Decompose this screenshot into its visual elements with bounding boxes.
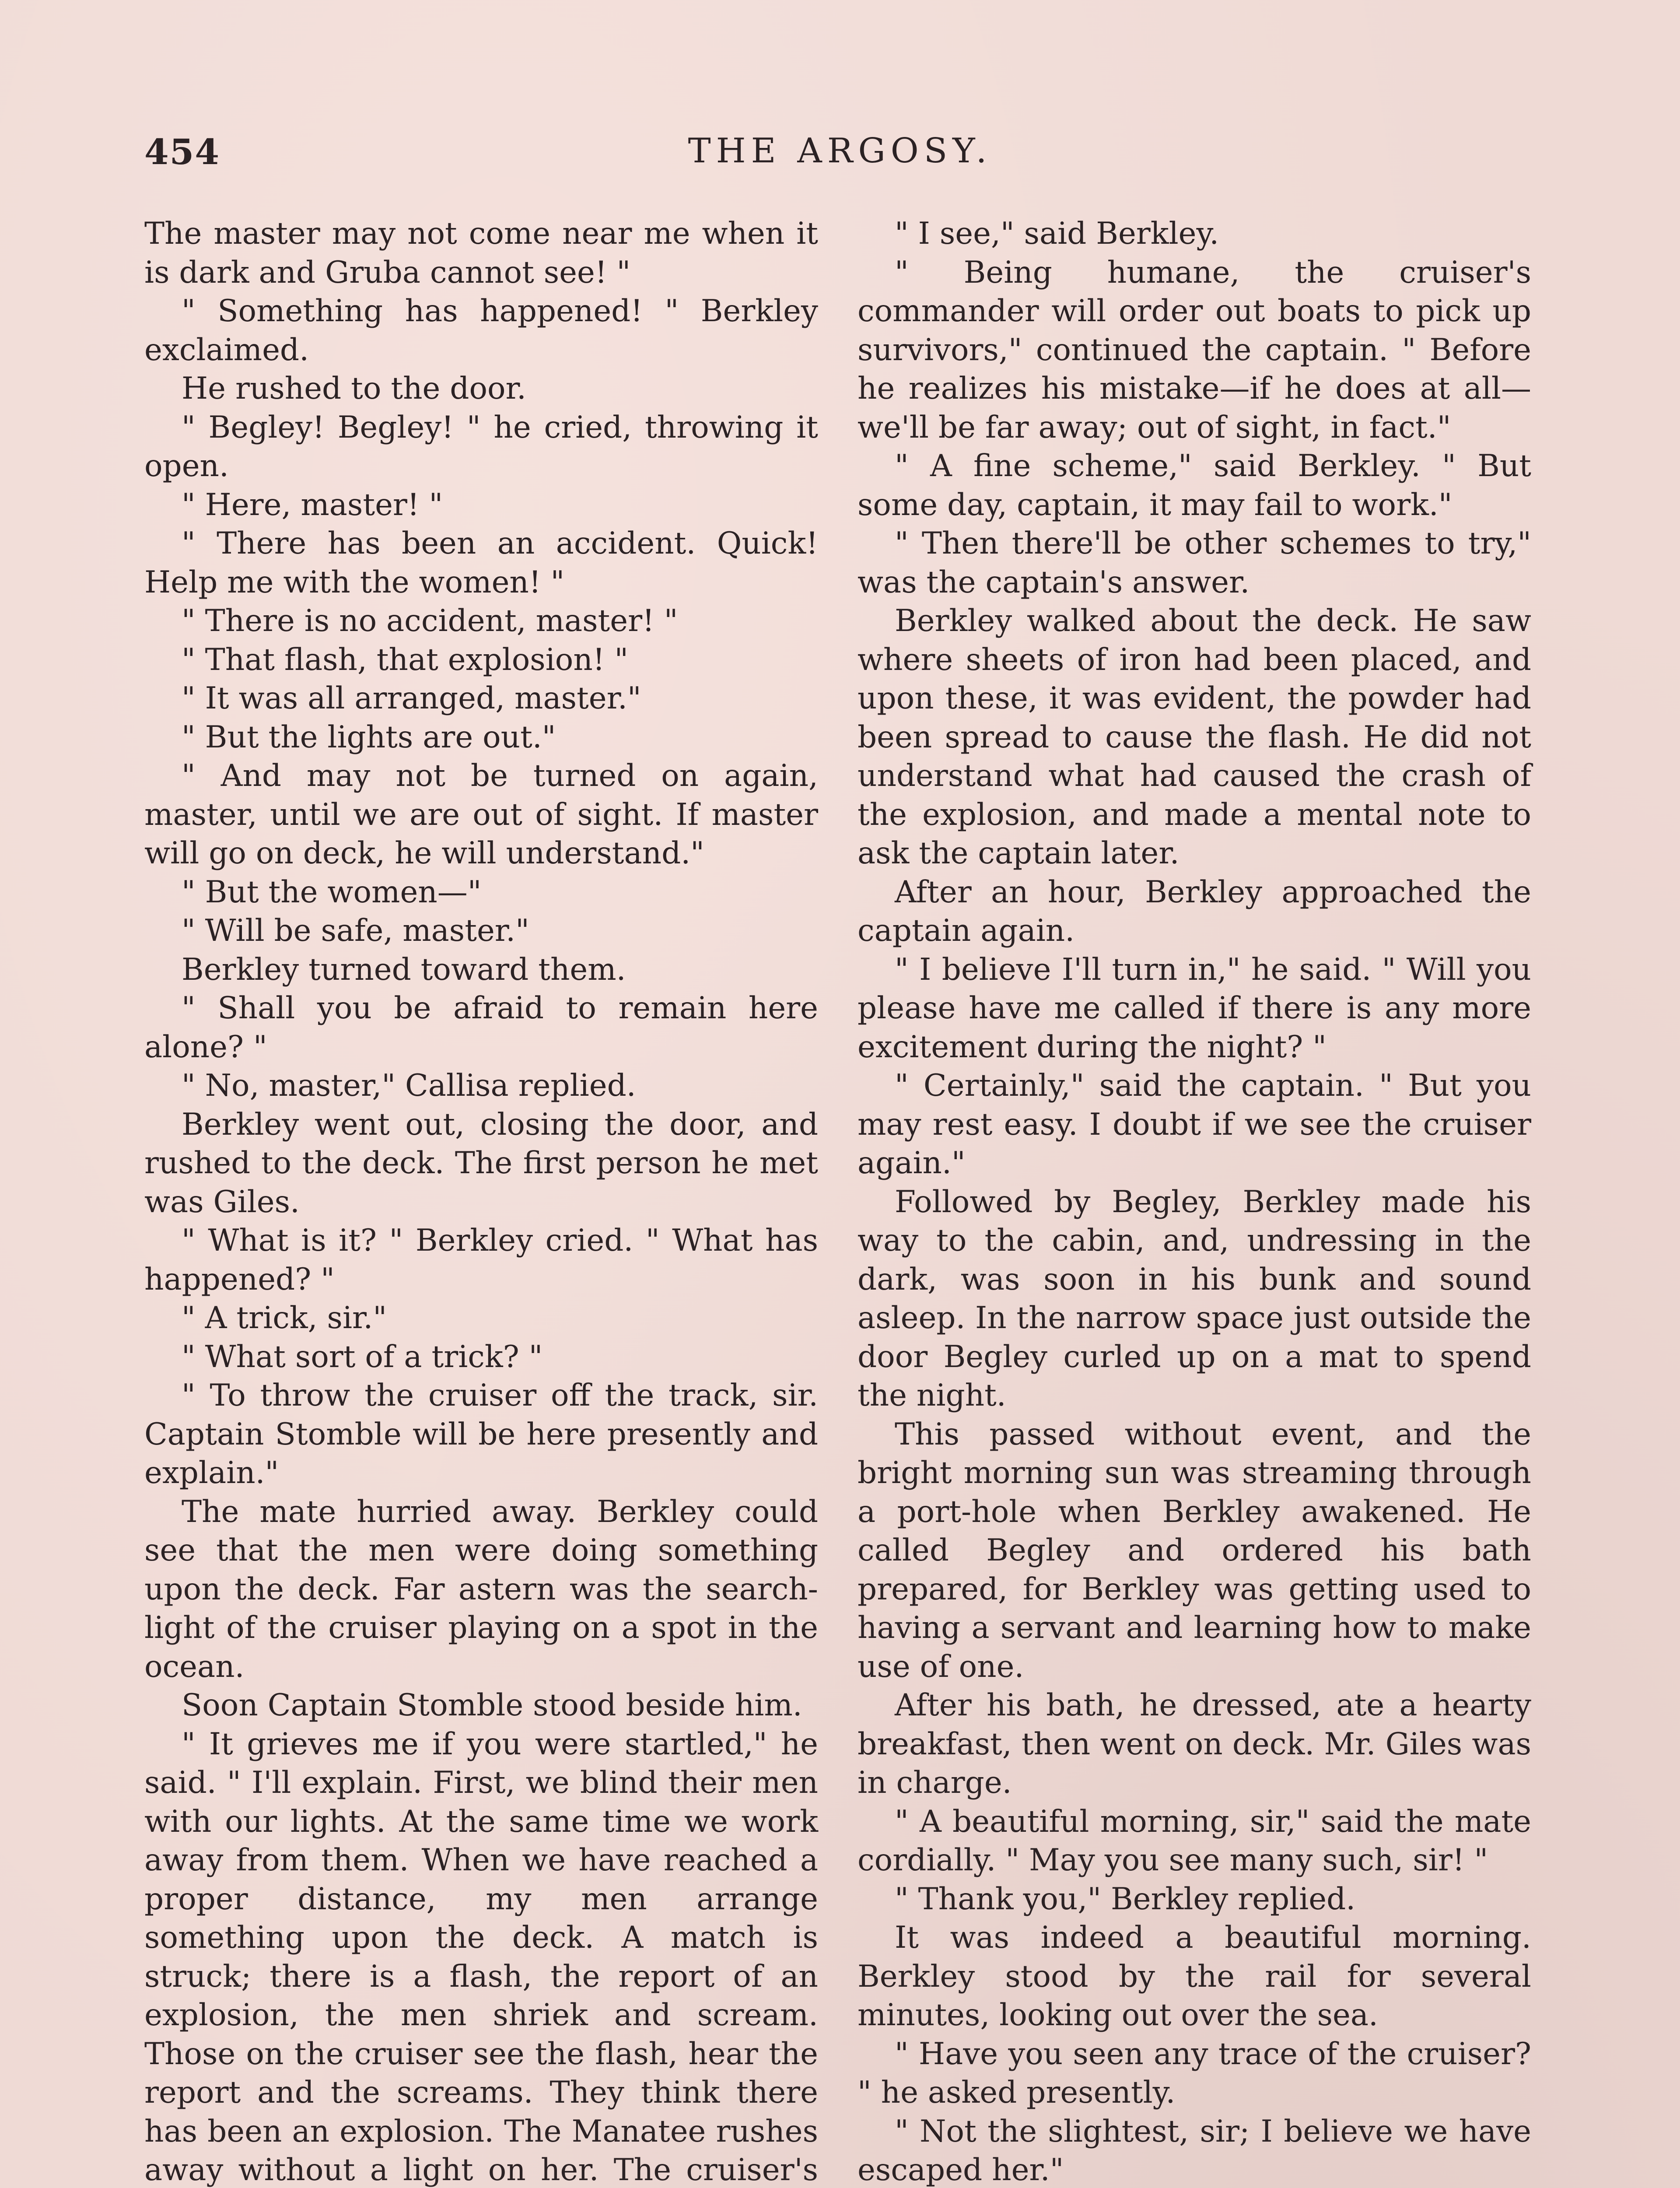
paragraph: " Something has happened! " Berkley exclaimed. — [144, 294, 818, 368]
paragraph: He rushed to the door. — [182, 371, 526, 406]
paragraph: " Being humane, the cruiser's commander will order out boats to pick up survivors," continued the captain. " Before he realizes his mistake—if he does at all—we'll be far away; out of sight, in fact." — [858, 255, 1531, 445]
paragraph: " Certainly," said the captain. " But you may rest easy. I doubt if we see the cruiser again." — [858, 1068, 1531, 1181]
paragraph: " What sort of a trick? " — [182, 1339, 543, 1375]
paragraph: " There has been an accident. Quick! Help me with the women! " — [144, 526, 818, 600]
paragraph: " But the lights are out." — [182, 719, 556, 755]
paragraph: After an hour, Berkley approached the captain again. — [858, 874, 1531, 948]
paragraph: Soon Captain Stomble stood beside him. — [182, 1688, 802, 1723]
paragraph: " To throw the cruiser off the track, sir. Captain Stomble will be here presently and explain." — [144, 1378, 818, 1490]
paragraph: " Here, master! " — [182, 487, 443, 522]
paragraph: It was indeed a beautiful morning. Berkley stood by the rail for several minutes, looking out over the sea. — [858, 1920, 1531, 2033]
page-number: 454 — [144, 131, 220, 172]
paragraph: " There is no accident, master! " — [182, 603, 678, 638]
running-head: THE ARGOSY. — [688, 131, 992, 171]
paragraph: " Not the slightest, sir; I believe we have escaped her." — [858, 2114, 1531, 2188]
paragraph: Berkley turned toward them. — [182, 952, 626, 987]
paragraph: " A beautiful morning, sir," said the mate cordially. " May you see many such, sir! " — [858, 1804, 1531, 1878]
paragraph: The mate hurried away. Berkley could see that the men were doing something upon the deck. Far astern was the search-light of the cruiser playing on a spot in the ocean. — [144, 1494, 818, 1684]
paragraph: " Begley! Begley! " he cried, throwing it open. — [144, 410, 818, 484]
paragraph: " That flash, that explosion! " — [182, 642, 629, 677]
paragraph: " What is it? " Berkley cried. " What has happened? " — [144, 1223, 818, 1297]
paragraph: " No, master," Callisa replied. — [182, 1068, 636, 1103]
paragraph: " I believe I'll turn in," he said. " Will you please have me called if there is any more excitement during the night? " — [858, 952, 1531, 1065]
paragraph: " Shall you be afraid to remain here alone? " — [144, 991, 818, 1065]
paragraph: " A trick, sir." — [182, 1301, 387, 1336]
paragraph: Berkley walked about the deck. He saw where sheets of iron had been placed, and upon these, it was evident, the powder had been spread to cause the flash. He did not understand what had caused the crash of the explosion, and made a mental note to ask the captain later. — [858, 603, 1531, 871]
left-column — [144, 214, 818, 2188]
paragraph: " A fine scheme," said Berkley. " But some day, captain, it may fail to work." — [858, 449, 1531, 522]
paragraph: " Thank you," Berkley replied. — [895, 1881, 1356, 1917]
paragraph: " I see," said Berkley. — [895, 216, 1219, 251]
paragraph: The master may not come near me when it is dark and Gruba cannot see! " — [144, 216, 818, 290]
paragraph: " But the women—" — [182, 874, 482, 910]
paragraph: This passed without event, and the bright morning sun was streaming through a port-hole when Berkley awakened. He called Begley and ordered his bath prepared, for Berkley was getting used to having a servant and learning how to make use of one. — [858, 1417, 1531, 1684]
paragraph: " It grieves me if you were startled," he said. " I'll explain. First, we blind their men with our lights. At the same time we work away from them. When we have reached a proper distance, my men arrange something upon the deck. A match is struck; there is a flash, the report of an explosion, the men shriek and scream. Those on the cruiser see the flash, hear the report and the screams. They think there has been an explosion. The Manatee rushes away without a light on her. The cruiser's — [144, 1726, 818, 2188]
paragraph: " It was all arranged, master." — [182, 681, 641, 716]
paragraph: " Will be safe, master." — [182, 913, 529, 948]
paragraph: " And may not be turned on again, master, until we are out of sight. If master will go on deck, he will understand." — [144, 758, 818, 871]
paragraph: Berkley went out, closing the door, and rushed to the deck. The first person he met was Giles. — [144, 1107, 818, 1220]
paragraph: " Then there'll be other schemes to try," was the captain's answer. — [858, 526, 1531, 600]
paragraph: Followed by Begley, Berkley made his way to the cabin, and, undressing in the dark, was soon in his bunk and sound asleep. In the narrow space just outside the door Begley curled up on a mat to spend the night. — [858, 1184, 1531, 1413]
right-column — [858, 214, 1531, 2188]
page-header — [144, 131, 1536, 179]
paragraph: " Have you seen any trace of the cruiser? " he asked presently. — [858, 2036, 1531, 2110]
paragraph: After his bath, he dressed, ate a hearty breakfast, then went on deck. Mr. Giles was in charge. — [858, 1688, 1531, 1800]
